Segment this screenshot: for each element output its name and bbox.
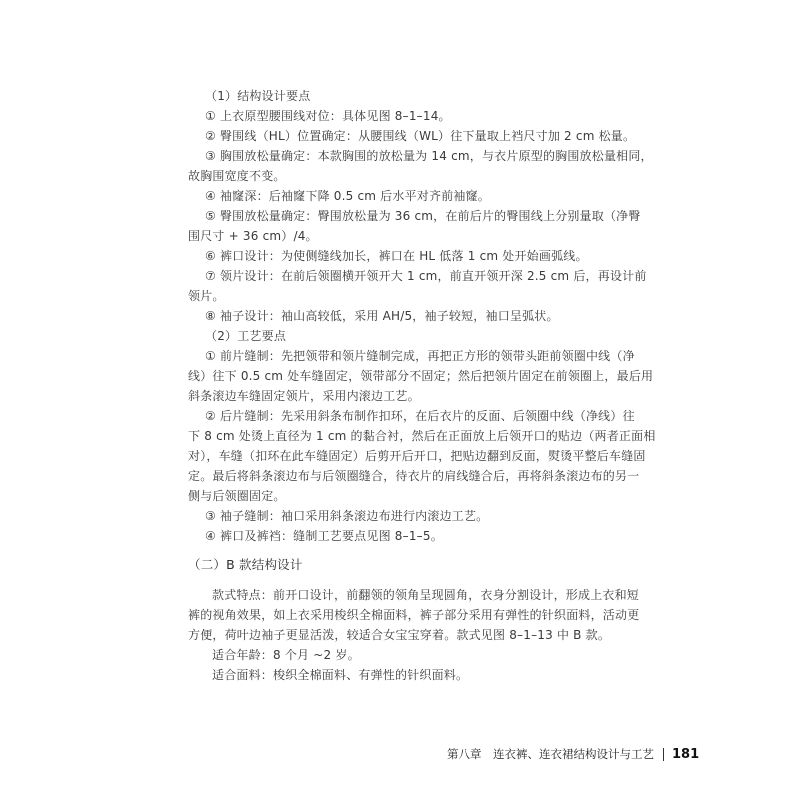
structure-item-6: ⑥ 裤口设计：为使侧缝线加长，裤口在 HL 低落 1 cm 处开始画弧线。 bbox=[205, 249, 588, 263]
structure-item-3: ③ 胸围放松量确定：本款胸围的放松量为 14 cm，与衣片原型的胸围放松量相同， bbox=[205, 149, 653, 163]
process-item-3: ③ 袖子缝制：袖口采用斜条滚边布进行内滚边工艺。 bbox=[205, 509, 489, 523]
structure-item-2: ② 臀围线（HL）位置确定：从腰围线（WL）往下量取上裆尺寸加 2 cm 松量。 bbox=[205, 129, 636, 143]
process-item-1-cont: 斜条滚边车缝固定领片，采用内滚边工艺。 bbox=[188, 389, 420, 403]
suitable-age: 适合年龄：8 个月 ~2 岁。 bbox=[212, 648, 360, 662]
process-item-2-cont: 定。最后将斜条滚边布与后领圈缝合，待衣片的肩线缝合后，再将斜条滚边布的另一 bbox=[188, 469, 640, 483]
structure-item-5-cont: 围尺寸 + 36 cm）/4。 bbox=[188, 229, 318, 243]
process-item-1-cont: 线）往下 0.5 cm 处车缝固定，领带部分不固定；然后把领片固定在前领圈上，最后用 bbox=[188, 369, 654, 383]
chapter-title: 第八章 连衣裤、连衣裙结构设计与工艺 bbox=[447, 747, 654, 761]
process-item-4: ④ 裤口及裤裆：缝制工艺要点见图 8–1–5。 bbox=[205, 529, 443, 543]
subheading-process: （2）工艺要点 bbox=[205, 329, 287, 343]
structure-item-1: ① 上衣原型腰围线对位：具体见图 8–1–14。 bbox=[205, 109, 451, 123]
section-heading-b: （二）B 款结构设计 bbox=[188, 557, 303, 572]
subheading-structure: （1）结构设计要点 bbox=[205, 89, 311, 103]
footer-divider bbox=[663, 748, 664, 761]
style-features: 款式特点：前开口设计，前翻领的领角呈现圆角，衣身分割设计，形成上衣和短 bbox=[212, 588, 640, 602]
body-text bbox=[188, 86, 656, 685]
process-item-2-cont: 下 8 cm 处烫上直径为 1 cm 的黏合衬，然后在正面放上后领开口的贴边（两者正面相 bbox=[188, 429, 656, 443]
structure-item-8: ⑧ 袖子设计：袖山高较低，采用 AH/5，袖子较短，袖口呈弧状。 bbox=[205, 309, 559, 323]
page-footer bbox=[447, 744, 699, 764]
structure-item-5: ⑤ 臀围放松量确定：臀围放松量为 36 cm，在前后片的臀围线上分别量取（净臀 bbox=[205, 209, 641, 223]
style-features-cont: 裤的视角效果，如上衣采用梭织全棉面料，裤子部分采用有弹性的针织面料，活动更 bbox=[188, 608, 640, 622]
process-item-2-cont: 对），车缝（扣环在此车缝固定）后剪开后开口，把贴边翻到反面，熨烫平整后车缝固 bbox=[188, 449, 646, 463]
structure-item-3-cont: 故胸围宽度不变。 bbox=[188, 169, 286, 183]
structure-item-7: ⑦ 领片设计：在前后领圈横开领开大 1 cm，前直开领开深 2.5 cm 后，再设计前 bbox=[205, 269, 647, 283]
suitable-fabric: 适合面料：梭织全棉面料、有弹性的针织面料。 bbox=[212, 668, 469, 682]
structure-item-4: ④ 袖窿深：后袖窿下降 0.5 cm 后水平对齐前袖窿。 bbox=[205, 189, 490, 203]
process-item-2: ② 后片缝制：先采用斜条布制作扣环，在后衣片的反面、后领圈中线（净线）往 bbox=[205, 409, 635, 423]
style-features-cont: 方便，荷叶边袖子更显活泼，较适合女宝宝穿着。款式见图 8–1–13 中 B 款。 bbox=[188, 628, 611, 642]
process-item-2-cont: 侧与后领圈固定。 bbox=[188, 489, 286, 503]
structure-item-7-cont: 领片。 bbox=[188, 289, 225, 303]
page-number: 181 bbox=[672, 746, 700, 762]
process-item-1: ① 前片缝制：先把领带和领片缝制完成，再把正方形的领带头距前领圈中线（净 bbox=[205, 349, 635, 363]
